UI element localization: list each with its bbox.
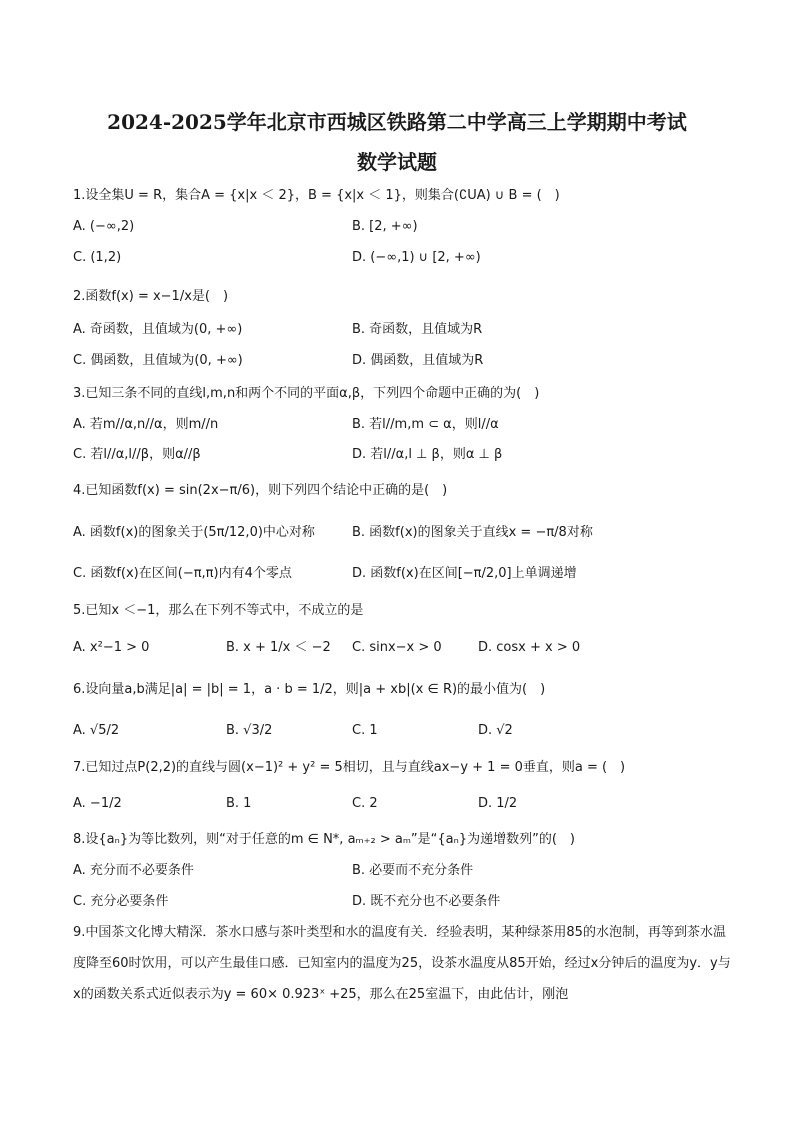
question-2-option-b: B. 奇函数，且值域为R (352, 322, 483, 337)
question-3-option-b: B. 若l//m,m ⊂ α，则l//α (352, 417, 499, 432)
question-3-option-d: D. 若l//α,l ⊥ β，则α ⊥ β (352, 447, 503, 462)
question-1-option-a: A. (−∞,2) (73, 219, 135, 234)
question-8-option-d: D. 既不充分也不必要条件 (352, 894, 501, 909)
question-5-option-a: A. x²−1 > 0 (73, 640, 150, 655)
question-6-stem: 6.设向量a,b满足|a| = |b| = 1，a · b = 1/2，则|a + xb|(x ∈ R)的最小值为( ) (73, 682, 546, 697)
question-4-option-d: D. 函数f(x)在区间[−π/2,0]上单调递增 (352, 566, 577, 581)
question-6-option-d: D. √2 (478, 723, 513, 738)
question-4-stem: 4.已知函数f(x) = sin(2x−π/6)，则下列四个结论中正确的是( ) (73, 483, 448, 498)
question-5-option-d: D. cosx + x > 0 (478, 640, 581, 655)
question-2-option-a: A. 奇函数，且值域为(0, +∞) (73, 322, 243, 337)
question-5-stem: 5.已知x ＜−1，那么在下列不等式中，不成立的是 (73, 603, 364, 618)
question-2-stem: 2.函数f(x) = x−1/x是( ) (73, 289, 229, 304)
question-3-option-a: A. 若m//α,n//α，则m//n (73, 417, 219, 432)
question-3-stem: 3.已知三条不同的直线l,m,n和两个不同的平面α,β，下列四个命题中正确的为( ) (73, 386, 540, 401)
page-subtitle: 数学试题 (357, 150, 437, 174)
question-4-option-a: A. 函数f(x)的图象关于(5π/12,0)中心对称 (73, 525, 315, 540)
question-4-option-c: C. 函数f(x)在区间(−π,π)内有4个零点 (73, 566, 292, 581)
question-1-stem: 1.设全集U = R，集合A = {x|x ＜ 2}，B = {x|x ＜ 1}，则集合(∁UA) ∪ B = ( ) (73, 188, 560, 203)
question-6-option-c: C. 1 (352, 723, 378, 738)
question-3-option-c: C. 若l//α,l//β，则α//β (73, 447, 201, 462)
question-7-option-b: B. 1 (226, 796, 252, 811)
question-7-option-a: A. −1/2 (73, 796, 122, 811)
question-5-option-c: C. sinx−x > 0 (352, 640, 442, 655)
question-6-option-b: B. √3/2 (226, 723, 273, 738)
question-1-option-b: B. [2, +∞) (352, 219, 418, 234)
question-4-option-b: B. 函数f(x)的图象关于直线x = −π/8对称 (352, 525, 593, 540)
question-8-option-b: B. 必要而不充分条件 (352, 863, 474, 878)
question-7-stem: 7.已知过点P(2,2)的直线与圆(x−1)² + y² = 5相切，且与直线ax−y + 1 = 0垂直，则a = ( ) (73, 760, 626, 775)
question-7-option-d: D. 1/2 (478, 796, 518, 811)
question-8-option-c: C. 充分必要条件 (73, 894, 169, 909)
question-9-text: 9.中国茶文化博大精深．茶水口感与茶叶类型和水的温度有关．经验表明，某种绿茶用85的水泡制，再等到茶水温度降至60时饮用，可以产生最佳口感．已知室内的温度为25，设茶水温度从85开始，经过x分钟后的温度为y．y与x的函数关系式近似表示为y = 60× 0.923ˣ +25，那么在25室温下，由此估计，刚泡 (73, 925, 731, 1002)
question-7-option-c: C. 2 (352, 796, 378, 811)
question-8-stem: 8.设{aₙ}为等比数列，则“对于任意的m ∈ N*, aₘ₊₂ > aₘ”是“{aₙ}为递增数列”的( ) (73, 832, 575, 847)
question-1-option-d: D. (−∞,1) ∪ [2, +∞) (352, 250, 481, 265)
question-8-option-a: A. 充分而不必要条件 (73, 863, 194, 878)
question-2-option-d: D. 偶函数，且值域为R (352, 353, 484, 368)
question-2-option-c: C. 偶函数，且值域为(0, +∞) (73, 353, 243, 368)
question-1-option-c: C. (1,2) (73, 250, 122, 265)
question-6-option-a: A. √5/2 (73, 723, 120, 738)
question-5-option-b: B. x + 1/x ＜ −2 (226, 640, 331, 655)
page-title: 2024-2025学年北京市西城区铁路第二中学高三上学期期中考试 (107, 110, 687, 134)
